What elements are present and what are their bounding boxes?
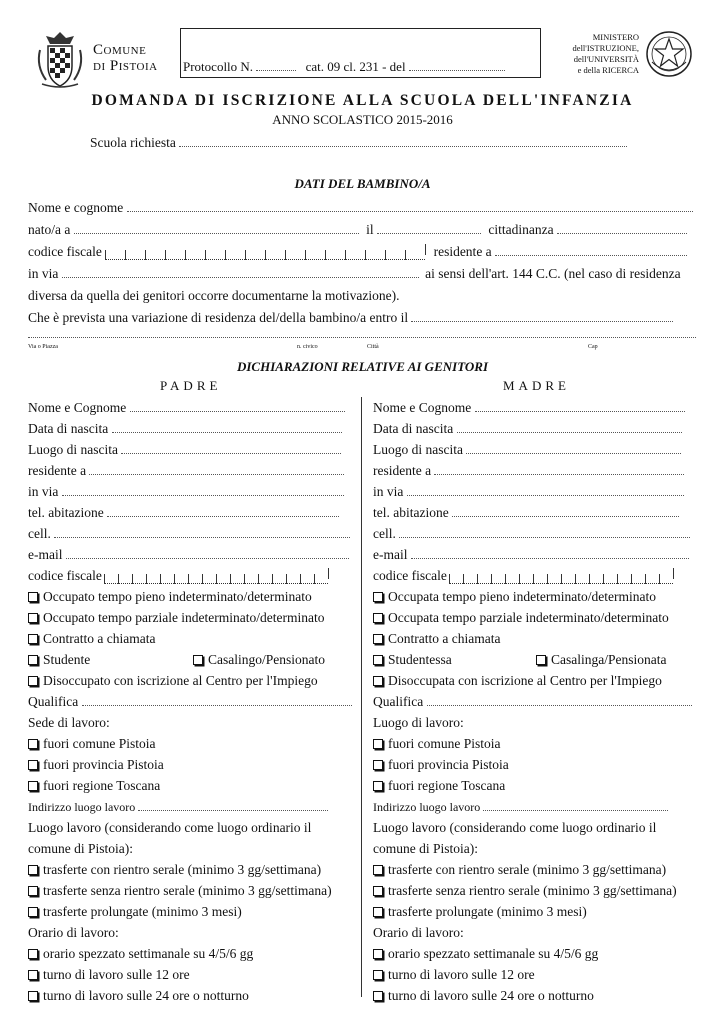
padre-senza-rientro-label: trasferte senza rientro serale (minimo 3 gg/settimana) (43, 883, 332, 898)
padre-luogo-lavoro-2: comune di Pistoia): (28, 841, 133, 856)
bambino-residente-field[interactable] (495, 255, 687, 256)
page-title: DOMANDA DI ISCRIZIONE ALLA SCUOLA DELL'INFANZIA (91, 92, 634, 109)
madre-qualifica-field[interactable] (427, 705, 692, 706)
padre-chiamata-label: Contratto a chiamata (43, 631, 156, 646)
padre-qualifica-field[interactable] (82, 705, 352, 706)
padre-field-label: Nome e Cognome (28, 400, 127, 415)
padre-luogo-field[interactable] (121, 453, 341, 454)
madre-field-label: Luogo di nascita (373, 442, 463, 457)
madre-turno24-label: turno di lavoro sulle 24 ore o notturno (388, 988, 594, 1003)
madre-senza-rientro-label: trasferte senza rientro serale (minimo 3 gg/settimana) (388, 883, 677, 898)
ministero-line-4: e della RICERCA (577, 65, 639, 75)
padre-tel-field[interactable] (107, 516, 339, 517)
madre-parziale-checkbox[interactable] (373, 613, 383, 623)
ministero-line-1: MINISTERO (592, 32, 639, 42)
padre-prolungate-label: trasferte prolungate (minimo 3 mesi) (43, 904, 242, 919)
madre-prolungate-checkbox[interactable] (373, 907, 383, 917)
section-bambino-heading: DATI DEL BAMBINO/A (294, 176, 431, 191)
madre-luogo-field[interactable] (466, 453, 681, 454)
small-civico-label: n. civico (297, 344, 318, 350)
padre-field-label: e-mail (28, 547, 63, 562)
madre-field-label: Nome e Cognome (373, 400, 472, 415)
madre-disoccupata-checkbox[interactable] (373, 676, 383, 686)
ministero-line-3: dell'UNIVERSITÀ (573, 54, 639, 64)
republic-emblem-icon (644, 28, 694, 80)
madre-luogo-lavoro-1: Luogo lavoro (considerando come luogo ordinario il (373, 820, 657, 835)
padre-turno24-label: turno di lavoro sulle 24 ore o notturno (43, 988, 249, 1003)
madre-field-label: e-mail (373, 547, 408, 562)
madre-residente-field[interactable] (434, 474, 684, 475)
padre-email-field[interactable] (66, 558, 349, 559)
padre-chiamata-checkbox[interactable] (28, 634, 38, 644)
padre-spezzato-checkbox[interactable] (28, 949, 38, 959)
padre-luogo-lavoro-1: Luogo lavoro (considerando come luogo ordinario il (28, 820, 312, 835)
madre-sede-label: Luogo di lavoro: (373, 715, 464, 730)
padre-sede-label: Sede di lavoro: (28, 715, 110, 730)
padre-qualifica-label: Qualifica (28, 694, 79, 709)
madre-orario-label: Orario di lavoro: (373, 925, 464, 940)
madre-via-field[interactable] (407, 495, 684, 496)
small-cap-label: Cap (588, 344, 598, 350)
madre-cf-label: codice fiscale (373, 568, 447, 583)
padre-senza-rientro-checkbox[interactable] (28, 886, 38, 896)
padre-field-label: Luogo di nascita (28, 442, 118, 457)
madre-fuori-provincia-label: fuori provincia Pistoia (388, 757, 509, 772)
bambino-via-field[interactable] (62, 277, 419, 278)
small-via-label: Via o Piazza (28, 344, 58, 350)
padre-studente-checkbox[interactable] (28, 655, 38, 665)
protocollo-field[interactable] (256, 70, 296, 71)
ministero-line-2: dell'ISTRUZIONE, (572, 43, 639, 53)
scuola-richiesta-label: Scuola richiesta (90, 135, 176, 150)
bambino-nato-label: nato/a a (28, 222, 71, 237)
padre-indirizzo-field[interactable] (138, 810, 328, 811)
bambino-address-line[interactable] (28, 337, 696, 338)
padre-disoccupato-label: Disoccupato con iscrizione al Centro per l'Impiego (43, 673, 318, 688)
padre-disoccupato-checkbox[interactable] (28, 676, 38, 686)
madre-chiamata-label: Contratto a chiamata (388, 631, 501, 646)
padre-pieno-checkbox[interactable] (28, 592, 38, 602)
small-citta-label: Città (367, 344, 379, 350)
comune-line1: Comune (93, 42, 147, 58)
padre-pieno-label: Occupato tempo pieno indeterminato/determinato (43, 589, 312, 604)
padre-casalingo-label: Casalingo/Pensionato (208, 652, 325, 667)
madre-fuori-regione-checkbox[interactable] (373, 781, 383, 791)
madre-senza-rientro-checkbox[interactable] (373, 886, 383, 896)
padre-cf-label: codice fiscale (28, 568, 102, 583)
padre-field-label: cell. (28, 526, 51, 541)
padre-field-label: tel. abitazione (28, 505, 104, 520)
padre-data-field[interactable] (112, 432, 342, 433)
protocollo-date-field[interactable] (409, 70, 505, 71)
protocollo-label: Protocollo N. (183, 59, 254, 74)
bambino-variazione-field[interactable] (411, 321, 673, 322)
bambino-ai-sensi-2: diversa da quella dei genitori occorre documentarne la motivazione). (28, 288, 400, 303)
madre-data-field[interactable] (457, 432, 682, 433)
comune-line2: di Pistoia (93, 58, 158, 74)
madre-casalinga-label: Casalinga/Pensionata (551, 652, 667, 667)
padre-studente-label: Studente (43, 652, 91, 667)
madre-fuori-regione-label: fuori regione Toscana (388, 778, 506, 793)
bambino-il-label: il (366, 222, 374, 237)
padre-orario-label: Orario di lavoro: (28, 925, 119, 940)
padre-nome-field[interactable] (130, 411, 345, 412)
madre-email-field[interactable] (411, 558, 689, 559)
padre-turno24-checkbox[interactable] (28, 991, 38, 1001)
padre-column (28, 398, 358, 1006)
bambino-nato-field[interactable] (74, 233, 359, 234)
padre-rientro-checkbox[interactable] (28, 865, 38, 875)
madre-title: MADRE (503, 378, 570, 393)
bambino-cittadinanza-label: cittadinanza (488, 222, 554, 237)
madre-column (373, 398, 703, 1006)
madre-field-label: residente a (373, 463, 432, 478)
padre-indirizzo-label: Indirizzo luogo lavoro (28, 800, 136, 814)
padre-fuori-provincia-checkbox[interactable] (28, 760, 38, 770)
madre-fuori-provincia-checkbox[interactable] (373, 760, 383, 770)
bambino-nome-field[interactable] (127, 211, 693, 212)
madre-field-label: in via (373, 484, 404, 499)
madre-pieno-label: Occupata tempo pieno indeterminato/determinato (388, 589, 657, 604)
bambino-cf-label: codice fiscale (28, 244, 102, 259)
padre-fuori-comune-checkbox[interactable] (28, 739, 38, 749)
madre-turno24-checkbox[interactable] (373, 991, 383, 1001)
padre-cf-field[interactable] (104, 568, 329, 579)
padre-parziale-checkbox[interactable] (28, 613, 38, 623)
madre-turno12-label: turno di lavoro sulle 12 ore (388, 967, 535, 982)
padre-rientro-label: trasferte con rientro serale (minimo 3 gg/settimana) (43, 862, 322, 877)
bambino-cittadinanza-field[interactable] (557, 233, 687, 234)
column-divider (361, 397, 362, 997)
madre-disoccupata-label: Disoccupata con iscrizione al Centro per l'Impiego (388, 673, 662, 688)
bambino-nome-label: Nome e cognome (28, 200, 124, 215)
madre-fuori-comune-checkbox[interactable] (373, 739, 383, 749)
madre-studente-label: Studentessa (388, 652, 452, 667)
madre-indirizzo-field[interactable] (483, 810, 668, 811)
padre-spezzato-label: orario spezzato settimanale su 4/5/6 gg (43, 946, 254, 961)
bambino-residente-label: residente a (433, 244, 492, 259)
madre-studente-checkbox[interactable] (373, 655, 383, 665)
madre-tel-field[interactable] (452, 516, 679, 517)
madre-qualifica-label: Qualifica (373, 694, 424, 709)
madre-turno12-checkbox[interactable] (373, 970, 383, 980)
madre-casalinga-checkbox[interactable] (536, 655, 546, 665)
padre-via-field[interactable] (62, 495, 344, 496)
madre-field-label: Data di nascita (373, 421, 454, 436)
bambino-ai-sensi: ai sensi dell'art. 144 C.C. (nel caso di residenza (425, 266, 681, 281)
madre-field-label: cell. (373, 526, 396, 541)
padre-turno12-checkbox[interactable] (28, 970, 38, 980)
madre-fuori-comune-label: fuori comune Pistoia (388, 736, 501, 751)
madre-nome-field[interactable] (475, 411, 685, 412)
madre-prolungate-label: trasferte prolungate (minimo 3 mesi) (388, 904, 587, 919)
padre-fuori-regione-label: fuori regione Toscana (43, 778, 161, 793)
comune-crest-icon (30, 30, 90, 90)
padre-prolungate-checkbox[interactable] (28, 907, 38, 917)
page-subtitle: ANNO SCOLASTICO 2015-2016 (272, 112, 453, 127)
padre-residente-field[interactable] (89, 474, 344, 475)
bambino-via-label: in via (28, 266, 59, 281)
madre-spezzato-checkbox[interactable] (373, 949, 383, 959)
padre-fuori-provincia-label: fuori provincia Pistoia (43, 757, 164, 772)
padre-field-label: in via (28, 484, 59, 499)
madre-field-label: tel. abitazione (373, 505, 449, 520)
madre-luogo-lavoro-2: comune di Pistoia): (373, 841, 478, 856)
madre-indirizzo-label: Indirizzo luogo lavoro (373, 800, 481, 814)
madre-chiamata-checkbox[interactable] (373, 634, 383, 644)
madre-pieno-checkbox[interactable] (373, 592, 383, 602)
section-genitori-heading: DICHIARAZIONI RELATIVE AI GENITORI (236, 359, 489, 374)
padre-title: PADRE (160, 378, 222, 393)
madre-cf-field[interactable] (449, 568, 674, 579)
madre-rientro-checkbox[interactable] (373, 865, 383, 875)
scuola-richiesta-field[interactable] (179, 146, 627, 147)
padre-field-label: residente a (28, 463, 87, 478)
padre-casalingo-checkbox[interactable] (193, 655, 203, 665)
padre-field-label: Data di nascita (28, 421, 109, 436)
bambino-data-field[interactable] (377, 233, 481, 234)
madre-parziale-label: Occupata tempo parziale indeterminato/determinato (388, 610, 669, 625)
padre-fuori-regione-checkbox[interactable] (28, 781, 38, 791)
padre-fuori-comune-label: fuori comune Pistoia (43, 736, 156, 751)
padre-parziale-label: Occupato tempo parziale indeterminato/determinato (43, 610, 325, 625)
bambino-variazione-label: Che è prevista una variazione di residenza del/della bambino/a entro il (28, 310, 409, 325)
cat-label: cat. 09 cl. 231 - del (305, 59, 406, 74)
padre-cell-field[interactable] (54, 537, 350, 538)
protocollo-box (180, 28, 541, 78)
madre-spezzato-label: orario spezzato settimanale su 4/5/6 gg (388, 946, 599, 961)
madre-rientro-label: trasferte con rientro serale (minimo 3 gg/settimana) (388, 862, 667, 877)
madre-cell-field[interactable] (399, 537, 690, 538)
padre-turno12-label: turno di lavoro sulle 12 ore (43, 967, 190, 982)
bambino-cf-field[interactable] (105, 244, 426, 255)
